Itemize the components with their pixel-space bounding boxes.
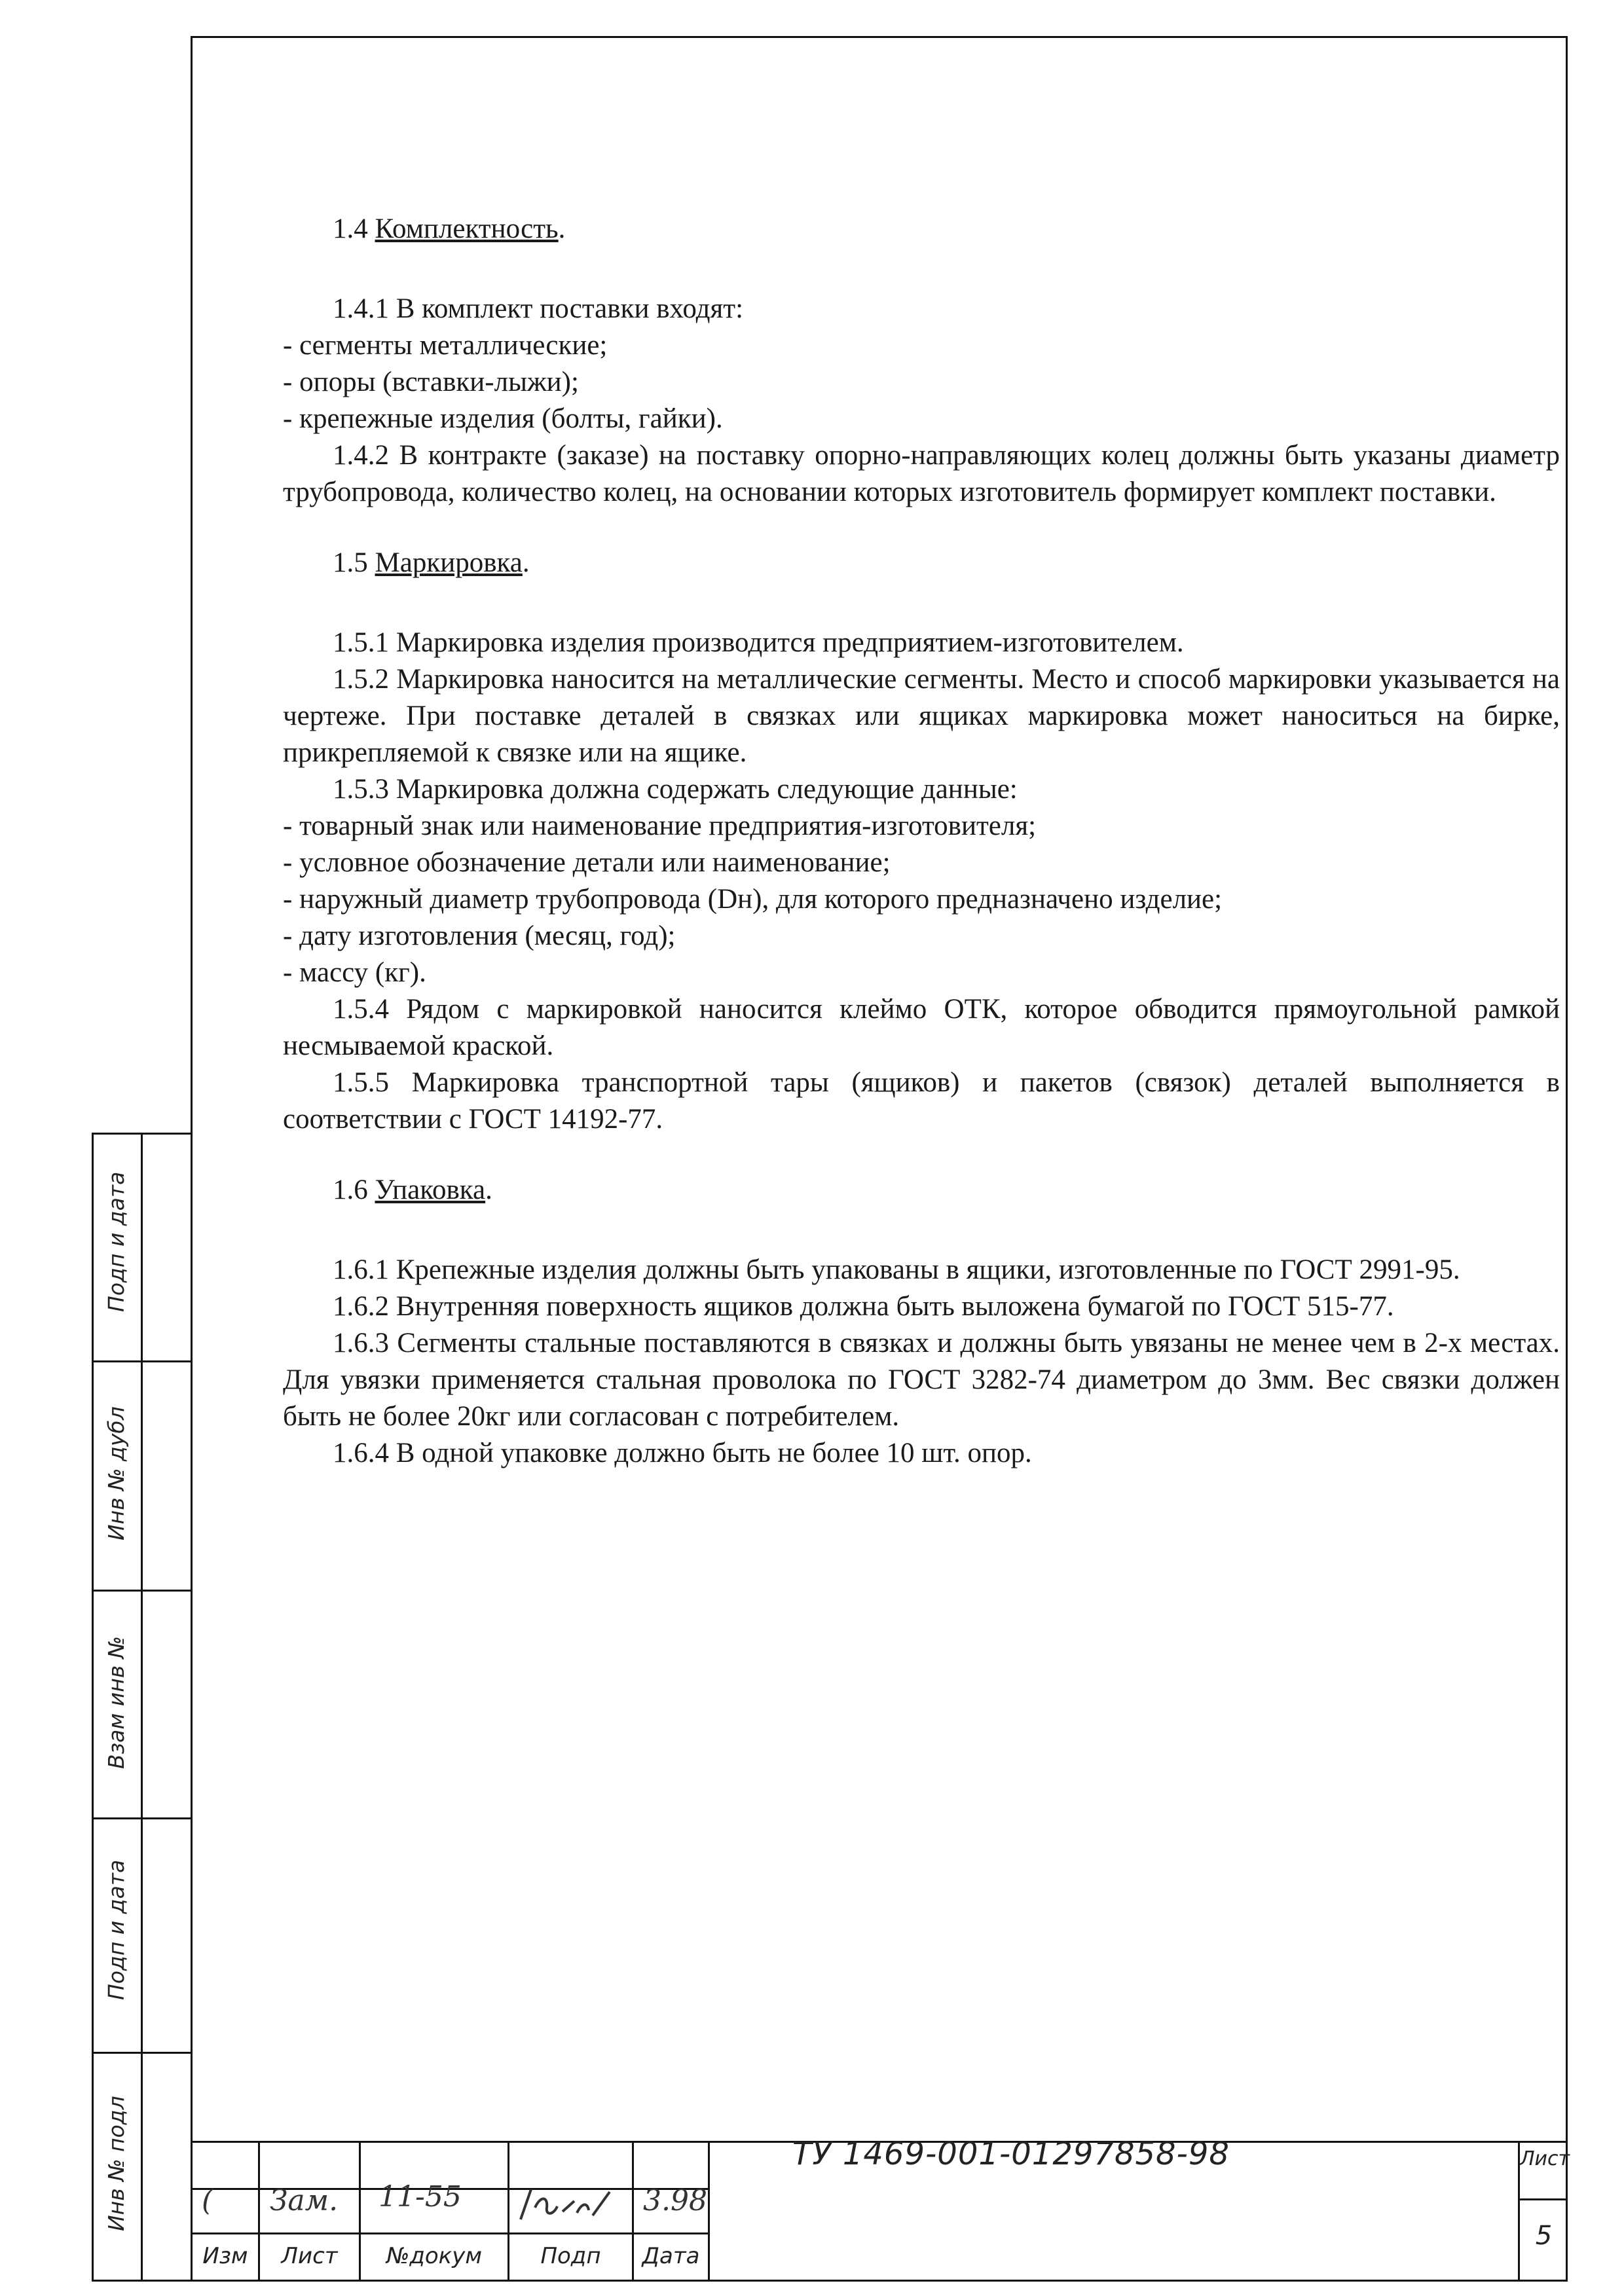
body-text bbox=[283, 211, 1560, 1472]
handwritten-date: 3.98 bbox=[643, 2184, 707, 2217]
col-label-data: Дата bbox=[642, 2243, 700, 2269]
handwritten-list: Зам. bbox=[270, 2184, 339, 2217]
list-item: - наружный диаметр трубопровода (Dн), для которого предназначено изделие; bbox=[283, 884, 1223, 915]
paragraph: 1.6.1 Крепежные изделия должны быть упакованы в ящики, изготовленные по ГОСТ 2991-95. bbox=[333, 1254, 1460, 1285]
paragraph: 1.6.2 Внутренняя поверхность ящиков должна быть выложена бумагой по ГОСТ 515-77. bbox=[333, 1291, 1394, 1322]
paragraph: 1.4.1 В комплект поставки входят: bbox=[333, 293, 744, 324]
paragraph: 1.5.4 Рядом с маркировкой наносится клеймо ОТК, которое обводится прямоугольной рамкой несмываемой краской. bbox=[283, 994, 1560, 1061]
list-item: - товарный знак или наименование предприятия-изготовителя; bbox=[283, 811, 1037, 841]
paragraph: 1.5.5 Маркировка транспортной тары (ящиков) и пакетов (связок) деталей выполняется в соответствии с ГОСТ 14192-77. bbox=[283, 1067, 1560, 1135]
signature-icon bbox=[514, 2181, 625, 2227]
section-heading-1-5: 1.5 Маркировка. bbox=[333, 547, 530, 578]
paragraph: 1.5.1 Маркировка изделия производится предприятием-изготовителем. bbox=[333, 627, 1184, 658]
paragraph: 1.5.2 Маркировка наносится на металлические сегменты. Место и способ маркировки указывается на чертеже. При поставке деталей в связках или ящиках маркировка может наноситься на бирке, прикрепляемой к связке или на ящике. bbox=[283, 664, 1560, 768]
col-label-podp: Подп bbox=[540, 2243, 601, 2269]
list-item: - крепежные изделия (болты, гайки). bbox=[283, 403, 723, 434]
section-heading-1-6: 1.6 Упаковка. bbox=[333, 1175, 492, 1205]
paragraph: 1.4.2 В контракте (заказе) на поставку опорно-направляющих колец должны быть указаны диаметр трубопровода, количество колец, на основании которых изготовитель формирует комплект поставки. bbox=[283, 440, 1560, 507]
list-item: - дату изготовления (месяц, год); bbox=[283, 920, 676, 951]
document-code: ТУ 1469-001-01297858-98 bbox=[792, 2136, 1230, 2172]
side-label-inv-dubl: Инв № дубл bbox=[103, 1406, 129, 1540]
col-label-list: Лист bbox=[281, 2243, 338, 2269]
list-item: - массу (кг). bbox=[283, 957, 426, 988]
side-label-podp-data-2: Подп и дата bbox=[103, 1859, 129, 2000]
handwritten-docnum: 11-55 bbox=[378, 2180, 462, 2214]
col-label-docnum: №докум bbox=[386, 2243, 482, 2269]
side-label-inv-podl: Инв № подл bbox=[103, 2096, 129, 2231]
sheet-number: 5 bbox=[1535, 2221, 1553, 2251]
handwritten-izm: ( bbox=[202, 2184, 213, 2217]
side-label-podp-data: Подп и дата bbox=[103, 1171, 129, 1312]
sheet-label: Лист bbox=[1520, 2147, 1570, 2170]
list-item: - условное обозначение детали или наименование; bbox=[283, 847, 891, 878]
list-item: - сегменты металлические; bbox=[283, 330, 608, 361]
paragraph: 1.6.4 В одной упаковке должно быть не более 10 шт. опор. bbox=[333, 1438, 1032, 1468]
paragraph: 1.5.3 Маркировка должна содержать следующие данные: bbox=[333, 774, 1018, 805]
col-label-izm: Изм bbox=[202, 2243, 248, 2269]
list-item: - опоры (вставки-лыжи); bbox=[283, 367, 579, 397]
section-heading-1-4: 1.4 Комплектность. bbox=[333, 213, 566, 244]
side-label-vzam-inv: Взам инв № bbox=[103, 1635, 129, 1769]
paragraph: 1.6.3 Сегменты стальные поставляются в связках и должны быть увязаны не менее чем в 2-х местах. Для увязки применяется стальная проволока по ГОСТ 3282-74 диаметром до 3мм. Вес связки должен быть не более 20кг или согласован с потребителем. bbox=[283, 1328, 1560, 1432]
